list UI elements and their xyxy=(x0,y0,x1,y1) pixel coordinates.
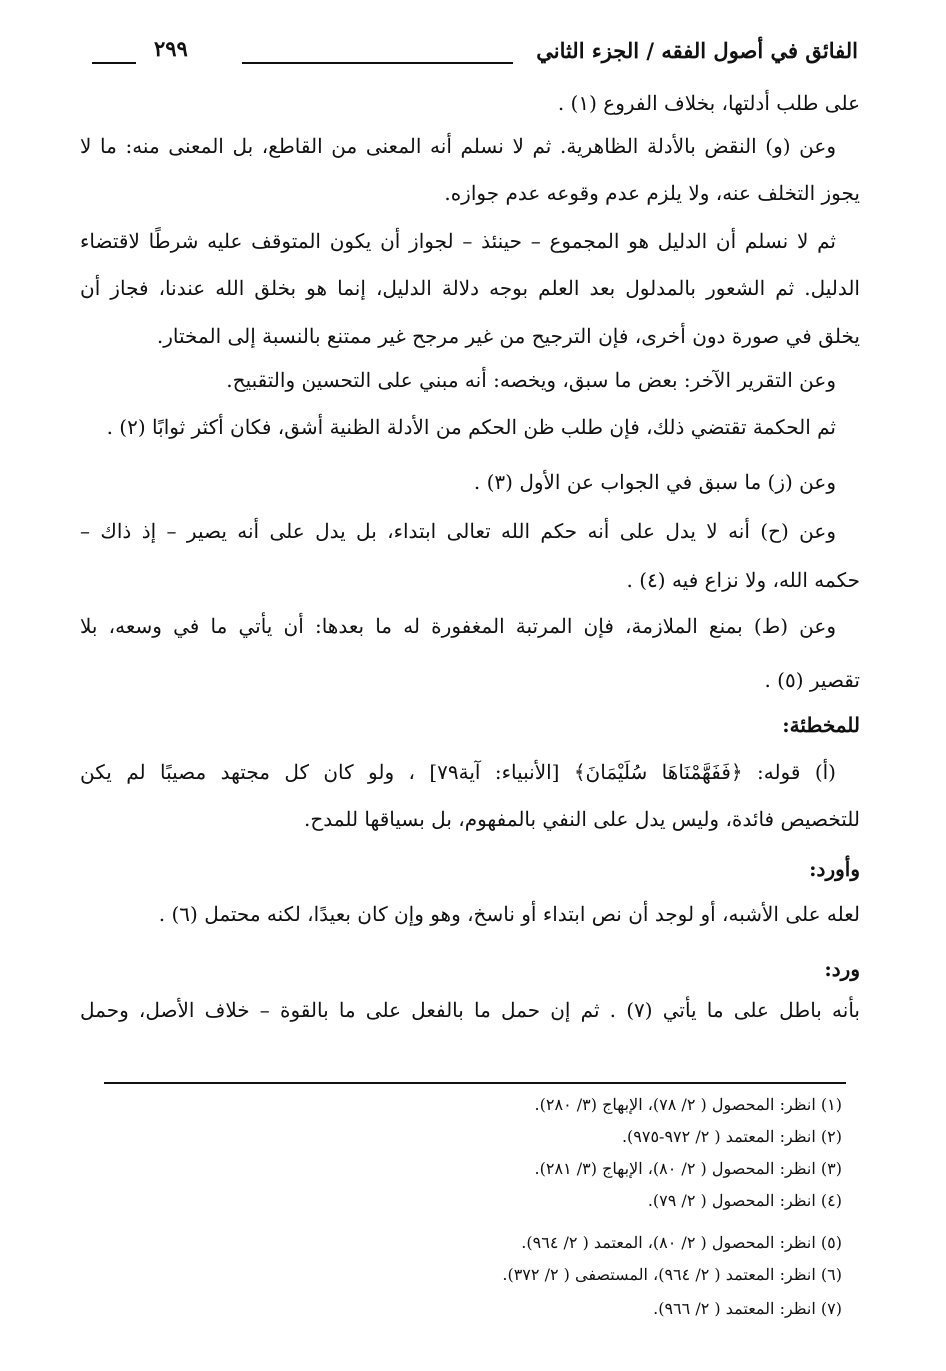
sub-heading: وأورد: xyxy=(809,857,860,881)
running-header xyxy=(92,36,858,80)
body-line: يخلق في صورة دون أخرى، فإن الترجيح من غير مرجح غير ممتنع بالنسبة إلى المختار. xyxy=(156,324,860,348)
footnote: (٧) انظر: المعتمد ( ٢/ ٩٦٦). xyxy=(653,1299,842,1318)
body-line: على طلب أدلتها، بخلاف الفروع (١) . xyxy=(557,91,860,115)
footnote: (٣) انظر: المحصول ( ٢/ ٨٠)، الإبهاج (٣/ ٢٨١). xyxy=(534,1159,842,1178)
body-line: حكمه الله، ولا نزاع فيه (٤) . xyxy=(626,568,860,592)
body-line: لعله على الأشبه، أو لوجد أن نص ابتداء أو ناسخ، وهو وإن كان بعيدًا، لكنه محتمل (٦) . xyxy=(158,902,860,926)
running-title: الفائق في أصول الفقه / الجزء الثاني xyxy=(536,38,858,63)
body-line: وعن التقرير الآخر: بعض ما سبق، ويخصه: أنه مبني على التحسين والتقبيح. xyxy=(226,368,836,392)
footnote: (٤) انظر: المحصول ( ٢/ ٧٩). xyxy=(647,1191,842,1210)
sub-heading: ورد: xyxy=(824,957,860,981)
body-line: تقصير (٥) . xyxy=(764,668,860,692)
footnote: (٢) انظر: المعتمد ( ٢/ ٩٧٢-٩٧٥). xyxy=(621,1127,842,1146)
header-rule-left xyxy=(92,62,136,64)
body-line: للتخصيص فائدة، وليس يدل على النفي بالمفهوم، بل بسياقها للمدح. xyxy=(304,807,860,831)
page-number: ٢٩٩ xyxy=(154,36,188,61)
body-line: بأنه باطل على ما يأتي (٧) . ثم إن حمل ما بالفعل على ما بالقوة – خلاف الأصل، وحمل xyxy=(80,998,860,1022)
body-line: وعن (و) النقض بالأدلة الظاهرية. ثم لا نسلم أنه المعنى من القاطع، بل المعنى منه: ما لا xyxy=(80,134,836,158)
body-line: ثم الحكمة تقتضي ذلك، فإن طلب ظن الحكم من الأدلة الظنية أشق، فكان أكثر ثوابًا (٢) . xyxy=(106,415,836,439)
body-line: ثم لا نسلم أن الدليل هو المجموع – حينئذ – لجواز أن يكون المتوقف عليه شرطًا لاقتضاء xyxy=(80,229,836,253)
body-line: الدليل. ثم الشعور بالمدلول بعد العلم بوجه دلالة الدليل، إنما هو بخلق الله عندنا، فجاز أن xyxy=(80,276,860,300)
footnote: (٥) انظر: المحصول ( ٢/ ٨٠)، المعتمد ( ٢/ ٩٦٤). xyxy=(521,1233,842,1252)
footnote: (١) انظر: المحصول ( ٢/ ٧٨)، الإبهاج (٣/ ٢٨٠). xyxy=(534,1095,842,1114)
body-line: وعن (ح) أنه لا يدل على أنه حكم الله تعالى ابتداء، بل يدل على أنه يصير – إذ ذاك – xyxy=(80,519,836,543)
footnote: (٦) انظر: المعتمد ( ٢/ ٩٦٤)، المستصفى ( ٢/ ٣٧٢). xyxy=(502,1265,842,1284)
footnote-rule xyxy=(104,1082,846,1084)
body-line: يجوز التخلف عنه، ولا يلزم عدم وقوعه عدم جوازه. xyxy=(444,181,860,205)
body-line: (أ) قوله: ﴿فَفَهَّمْنَاهَا سُلَيْمَانَ﴾ [الأنبياء: آية٧٩] ، ولو كان كل مجتهد مصيبًا لم يكن xyxy=(80,760,836,784)
header-rule xyxy=(242,62,513,64)
section-heading: للمخطئة: xyxy=(782,713,860,737)
body-line: وعن (ز) ما سبق في الجواب عن الأول (٣) . xyxy=(473,470,836,494)
body-line: وعن (ط) بمنع الملازمة، فإن المرتبة المغفورة له ما بعدها: أن يأتي ما في وسعه، بلا xyxy=(80,614,836,638)
